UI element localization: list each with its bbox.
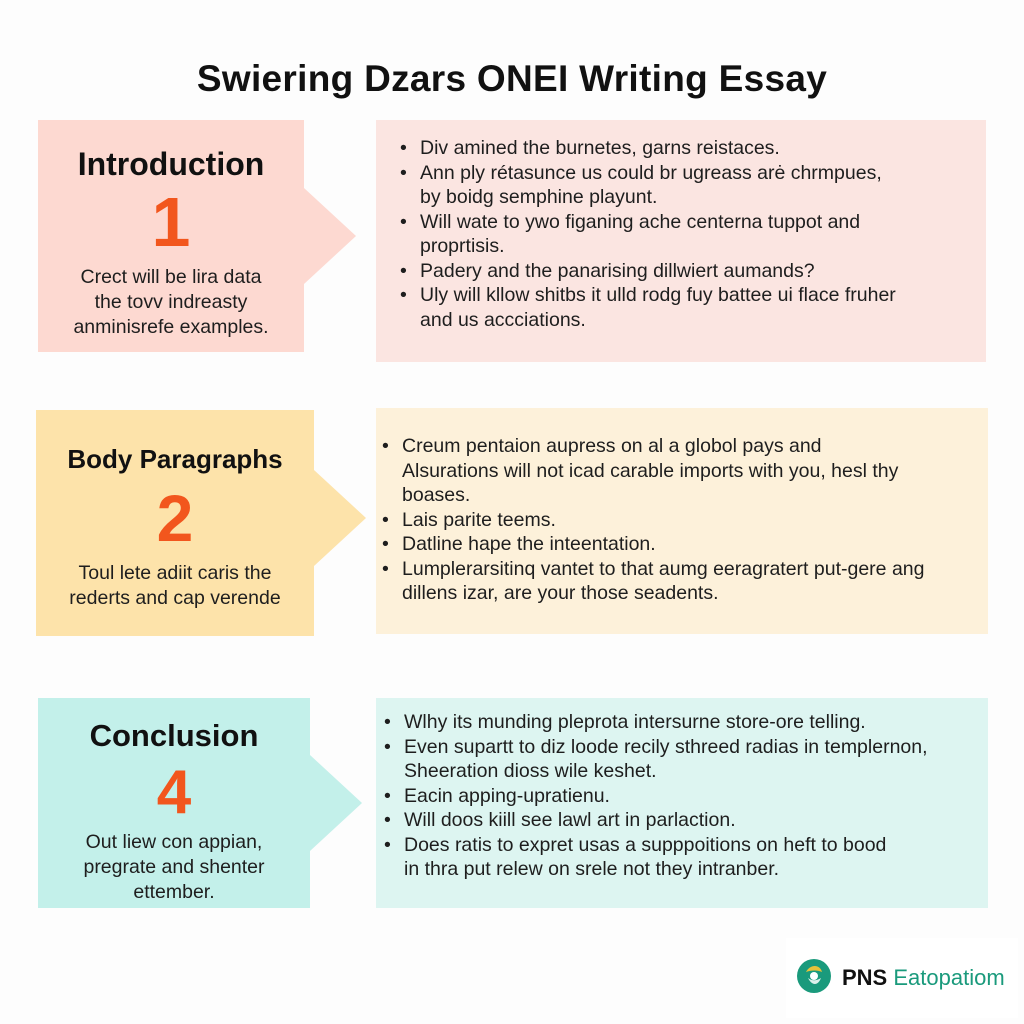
logo (786, 938, 1018, 1018)
body-desc-line: Toul lete adiit caris the (78, 562, 272, 584)
list-item: • Will doos kiill see lawl art in parlaction. (384, 809, 736, 831)
conclusion-desc-line: Out liew con appian, (85, 831, 263, 853)
body-card (36, 410, 314, 636)
list-item: • Uly will kllow shitbs it ulld rodg fuy battee ui flace fruher and us accciations. (400, 284, 896, 331)
intro-points (394, 136, 976, 332)
conclusion-description (83, 830, 264, 905)
logo-rest: Eatopatiom (893, 965, 1005, 990)
intro-desc-line: anminisrefe examples. (73, 316, 269, 338)
conclusion-points (378, 710, 982, 882)
leaf-globe-icon (794, 956, 834, 1001)
intro-description (73, 265, 268, 340)
list-item: • Wlhy its munding pleprota intersurne store-ore telling. (384, 711, 866, 733)
body-points (376, 434, 982, 606)
intro-points-card (376, 120, 986, 362)
list-item: • Even supartt to diz loode recily sthreed radias in templernon, Sheeration dioss wile keshet. (384, 735, 928, 782)
list-item: • Ann ply rétasunce us could br ugreass arė chrmpues, by boidg semphine playunt. (400, 161, 882, 208)
list-item: • Creum pentaion aupress on al a globol pays and Alsurations will not icad carable imports with you, hesl thy boases. (382, 435, 899, 506)
list-item: • Datline hape the inteentation. (382, 533, 656, 555)
body-number: 2 (156, 481, 194, 555)
intro-desc-line: the tovv indreasty (94, 291, 248, 313)
list-item: • Eacin apping-upratienu. (384, 784, 610, 807)
conclusion-number: 4 (156, 758, 192, 827)
body-desc-line: rederts and cap verende (69, 587, 281, 609)
list-item: • Does ratis to expret usas a supppoitions on heft to bood in thra put relew on srele not they intranber. (384, 833, 887, 880)
logo-brand: PNS (842, 965, 888, 990)
list-item: • Div amined the burnetes, garns reistaces. (400, 137, 780, 159)
conclusion-arrow (310, 755, 362, 851)
logo-text (842, 965, 1005, 991)
body-heading: Body Paragraphs (67, 444, 283, 474)
body-points-card (376, 408, 988, 634)
list-item: • Padery and the panarising dillwiert aumands? (400, 259, 815, 282)
conclusion-points-card (376, 698, 988, 908)
intro-arrow (304, 188, 356, 284)
body-description (69, 561, 280, 611)
conclusion-card (38, 698, 310, 908)
body-arrow (314, 470, 366, 566)
intro-heading: Introduction (77, 146, 265, 182)
conclusion-heading: Conclusion (89, 718, 259, 753)
list-item: • Lumplerarsitinq vantet to that aumg eeragratert put-gere ang dillens izar, are your those seadents. (382, 557, 925, 604)
list-item: • Will wate to ywo figaning ache centerna tuppot and proprtisis. (400, 210, 861, 257)
intro-number: 1 (151, 183, 191, 261)
intro-desc-line: Crect will be lira data (80, 266, 262, 288)
intro-card (38, 120, 304, 352)
list-item: • Lais parite teems. (382, 508, 556, 531)
conclusion-desc-line: pregrate and shenter (83, 856, 265, 878)
page-title: Swiering Dzars ONEI Writing Essay (196, 58, 828, 99)
conclusion-desc-line: ettember. (133, 881, 215, 903)
